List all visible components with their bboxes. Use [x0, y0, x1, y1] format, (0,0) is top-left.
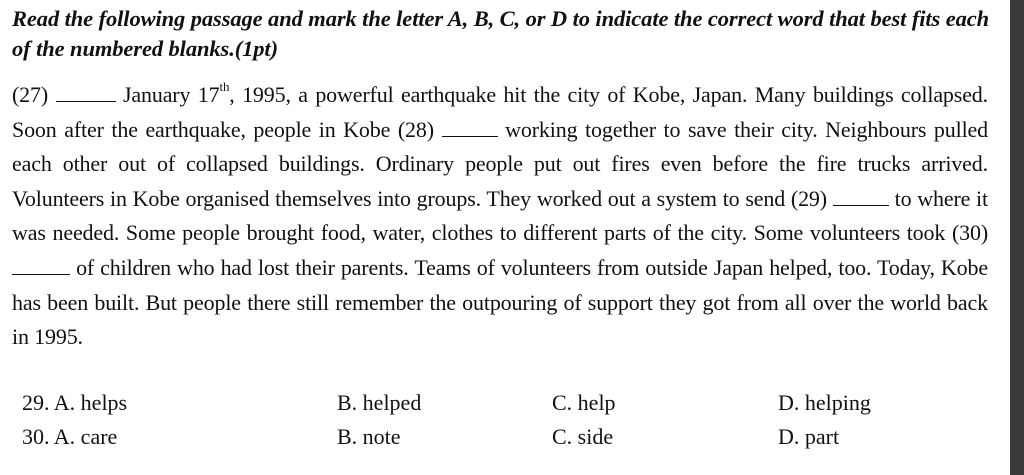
blank-30	[12, 256, 70, 275]
option-label: A. helps	[53, 390, 128, 415]
window-edge-bar	[1010, 0, 1024, 475]
option-30-a[interactable]	[22, 424, 117, 450]
option-30-b[interactable]: B. note	[337, 424, 401, 449]
passage-text-1b: , 1995, a powerful earthquake hit the city of Kobe, Japan. Many buildings collapsed. Soon after the earthquake, people in Kobe (28)	[12, 82, 989, 142]
passage-text-1a: January 17	[122, 82, 220, 107]
option-29-c[interactable]: C. help	[552, 390, 616, 415]
blank-27	[56, 83, 116, 102]
option-29-a[interactable]	[22, 390, 127, 416]
blank-29	[833, 187, 889, 206]
blank-28	[442, 118, 498, 137]
ordinal-suffix: th	[219, 78, 230, 94]
question-number: 30.	[22, 424, 50, 449]
answer-options	[0, 390, 1010, 458]
passage-text-4: of children who had lost their parents. Teams of volunteers from outside Japan helped, too. Today, Kobe has been built. But people there still remember the outpouring of support they got from all over the world back in 1995.	[12, 254, 988, 350]
question-number: 29.	[22, 390, 50, 415]
option-29-b[interactable]: B. helped	[337, 390, 422, 415]
blank-label-27: (27)	[12, 82, 49, 107]
passage-text-2: working together to save their city. Neighbours pulled each other out of collapsed buildings. Ordinary people put out fires even before the fire trucks arrived. Volunteers in Kobe organised themselves into groups. They worked out a system to send (29)	[12, 116, 989, 211]
question-row-30	[0, 424, 1010, 458]
question-row-29	[0, 390, 1010, 424]
instruction-heading: Read the following passage and mark the letter A, B, C, or D to indicate the correct word that best fits each of the numbered blanks.(1pt)	[12, 6, 990, 61]
option-30-c[interactable]: C. side	[552, 424, 614, 449]
option-30-d[interactable]: D. part	[778, 424, 840, 449]
option-29-d[interactable]: D. helping	[778, 390, 871, 415]
reading-passage	[12, 78, 988, 355]
passage-text-3: to where it was needed. Some people brought food, water, clothes to different parts of the city. Some volunteers took (30)	[12, 185, 988, 246]
option-label: A. care	[53, 424, 118, 449]
